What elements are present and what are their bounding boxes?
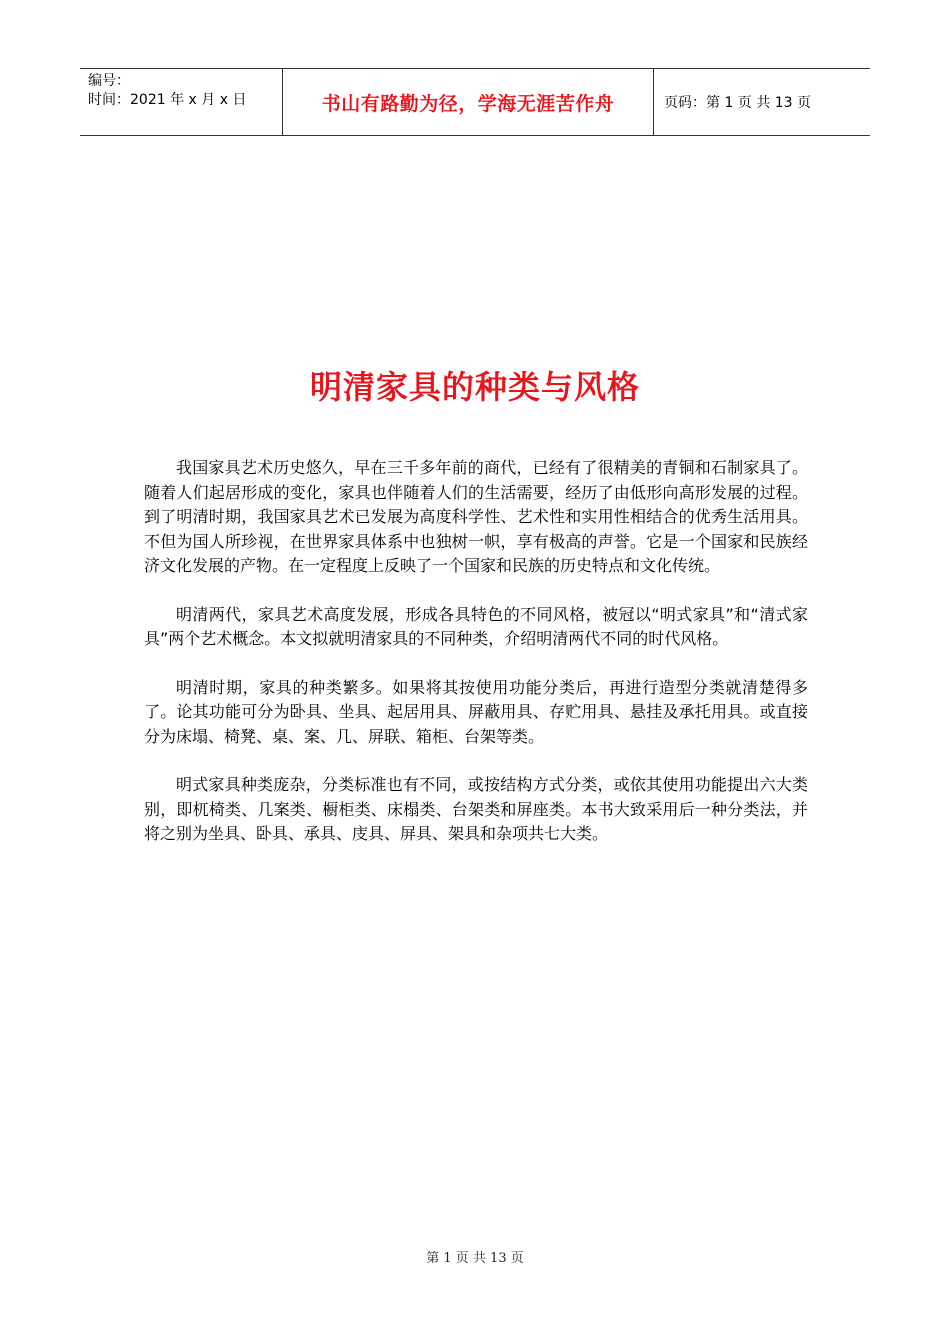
page-footer: 第 1 页 共 13 页 bbox=[426, 1251, 524, 1266]
document-title: 明清家具的种类与风格 bbox=[309, 368, 640, 406]
header-page-info: 页码：第 1 页 共 13 页 bbox=[664, 95, 811, 111]
document-body bbox=[144, 456, 808, 871]
body-paragraph-1: 我国家具艺术历史悠久，早在三千多年前的商代，已经有了很精美的青铜和石制家具了。随着人们起居形成的变化，家具也伴随着人们的生活需要，经历了由低形向高形发展的过程。到了明清时期，我国家具艺术已发展为高度科学性、艺术性和实用性相结合的优秀生活用具。不但为国人所珍视，在世界家具体系中也独树一帜，享有极高的声誉。它是一个国家和民族经济文化发展的产物。在一定程度上反映了一个国家和民族的历史特点和文化传统。 bbox=[144, 458, 808, 575]
body-paragraph-2: 明清两代，家具艺术高度发展，形成各具特色的不同风格，被冠以“明式家具”和“清式家具”两个艺术概念。本文拟就明清家具的不同种类，介绍明清两代不同的时代风格。 bbox=[144, 604, 808, 648]
document-number-label: 编号： bbox=[88, 73, 130, 89]
document-date-label: 时间：2021 年 x 月 x 日 bbox=[88, 92, 247, 108]
header-motto: 书山有路勤为径，学海无涯苦作舟 bbox=[282, 69, 654, 135]
header-table bbox=[80, 68, 870, 136]
header-meta-cell bbox=[80, 69, 282, 135]
body-paragraph-3: 明清时期，家具的种类繁多。如果将其按使用功能分类后，再进行造型分类就清楚得多了。论其功能可分为卧具、坐具、起居用具、屏蔽用具、存贮用具、悬挂及承托用具。或直接分为床塌、椅凳、桌、案、几、屏联、箱柜、台架等类。 bbox=[144, 677, 808, 746]
body-paragraph-4: 明式家具种类庞杂，分类标准也有不同，或按结构方式分类，或依其使用功能提出六大类别，即杌椅类、几案类、橱柜类、床榻类、台架类和屏座类。本书大致采用后一种分类法，并将之别为坐具、卧具、承具、庋具、屏具、架具和杂项共七大类。 bbox=[144, 775, 808, 843]
